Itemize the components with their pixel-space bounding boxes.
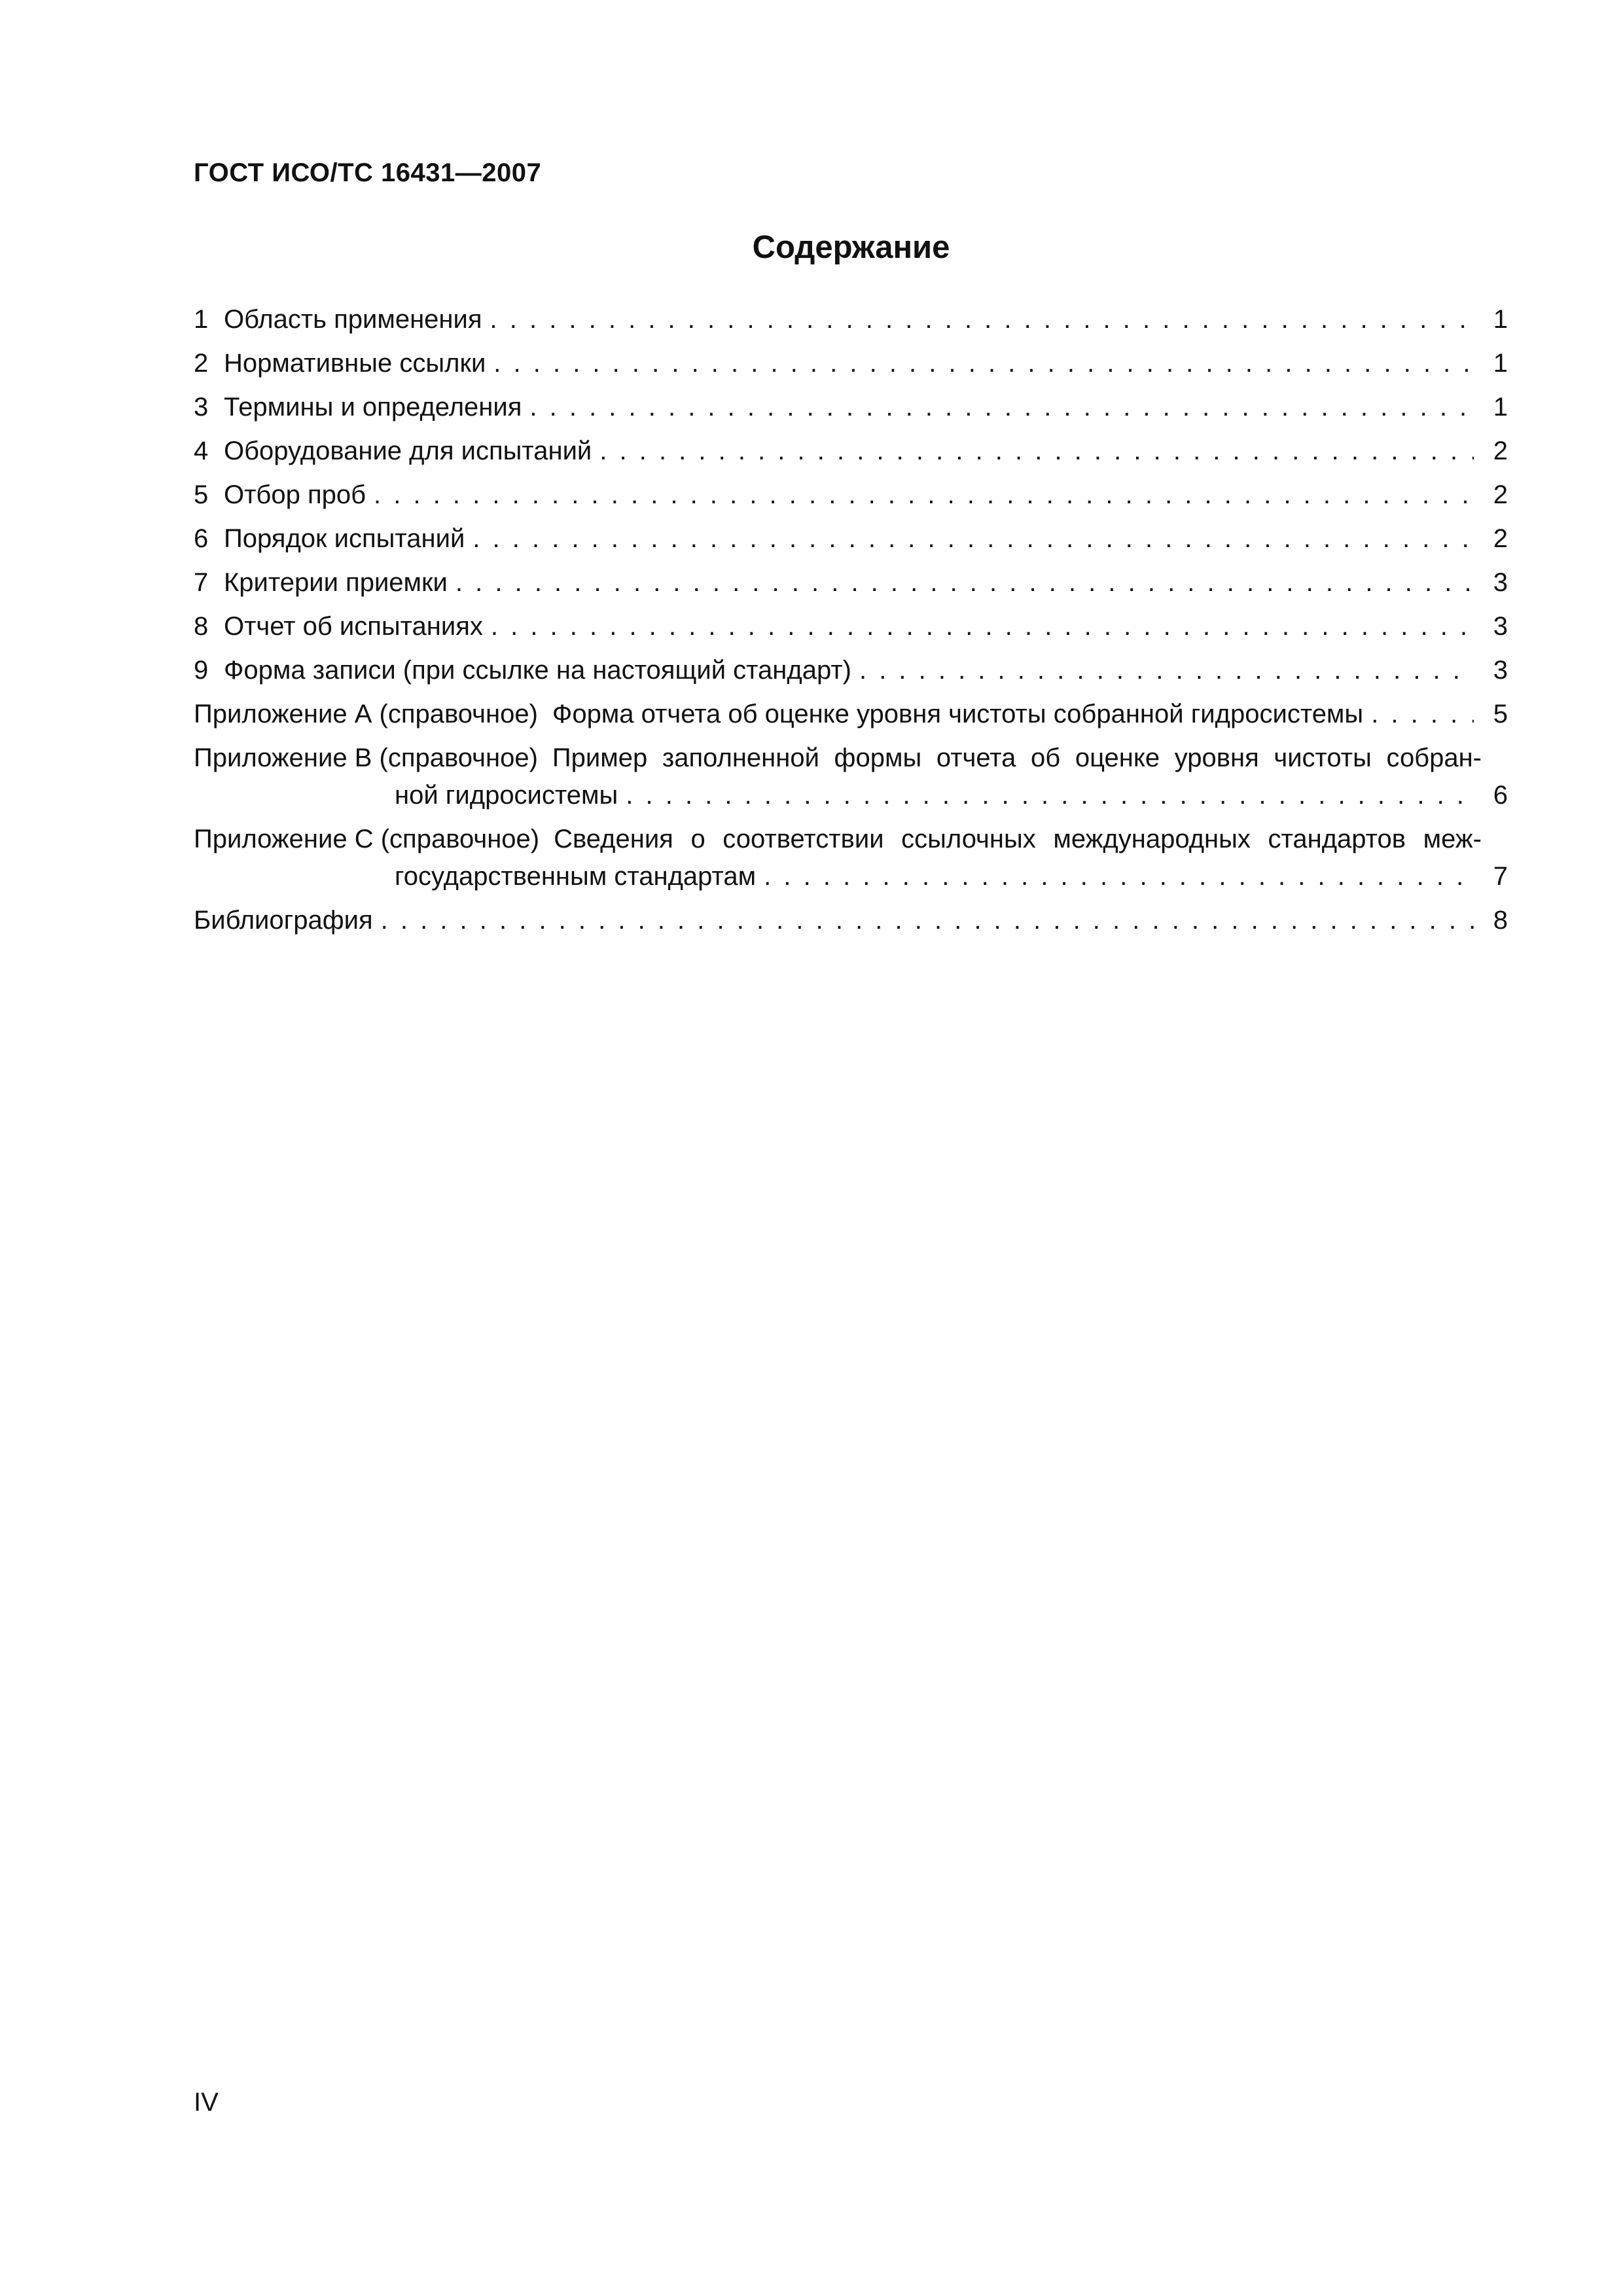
toc-appendix-c[interactable] [194,817,1508,899]
toc-entry-page: 1 [1493,393,1508,422]
toc-entry-page: 3 [1493,568,1508,597]
dot-leader [859,649,1474,692]
toc-entry-7[interactable] [194,561,1508,605]
dot-leader [529,386,1474,429]
toc-entry-label: Отчет об испытаниях [224,612,483,641]
appendix-title-continued: ной гидросистемы [395,781,618,810]
toc-entry-page: 3 [1493,656,1508,685]
toc-entry-page: 3 [1493,612,1508,641]
document-id-header: ГОСТ ИСО/ТС 16431—2007 [194,158,542,187]
toc-entry-number: 5 [194,480,209,509]
dot-leader [1371,692,1474,736]
dot-leader [490,298,1474,342]
toc-entry-9[interactable] [194,649,1508,692]
dot-leader [493,342,1474,386]
appendix-title: Пример заполненной формы отчета об оценке уровня чистоты собран- [552,744,1482,772]
appendix-title-continued: государственным стандартам [395,862,757,891]
toc-entry-label: Нормативные ссылки [224,349,486,378]
dot-leader [599,429,1474,473]
appendix-title: Сведения о соответствии ссылочных международных стандартов меж- [554,825,1482,853]
table-of-contents [194,298,1508,942]
toc-entry-number: 7 [194,568,209,597]
toc-entry-4[interactable] [194,429,1508,473]
toc-entry-label: Оборудование для испытаний [224,437,592,465]
toc-entry-label: Отбор проб [224,480,366,509]
toc-entry-page: 6 [1493,781,1508,810]
toc-entry-number: 3 [194,393,209,422]
toc-entry-number: 2 [194,349,209,378]
dot-leader [455,561,1474,605]
toc-entry-page: 2 [1493,480,1508,509]
toc-entry-number: 4 [194,437,209,465]
dot-leader [381,899,1474,942]
toc-entry-number: 8 [194,612,209,641]
toc-entry-6[interactable] [194,517,1508,561]
toc-entry-2[interactable] [194,342,1508,386]
dot-leader [374,473,1474,517]
toc-entry-number: 9 [194,656,209,685]
bibliography-label: Библиография [194,906,373,935]
toc-entry-3[interactable] [194,386,1508,429]
page-number: IV [194,2088,219,2117]
toc-entry-label: Термины и определения [224,393,522,422]
toc-entry-page: 8 [1493,906,1508,935]
toc-entry-page: 2 [1493,437,1508,465]
toc-appendix-b[interactable] [194,736,1508,817]
toc-title: Содержание [752,230,950,265]
dot-leader [626,774,1474,817]
toc-entry-label: Критерии приемки [224,568,448,597]
toc-entry-5[interactable] [194,473,1508,517]
toc-bibliography[interactable] [194,899,1508,942]
toc-appendix-a[interactable] [194,692,1508,736]
toc-entry-1[interactable] [194,298,1508,342]
toc-entry-page: 1 [1493,349,1508,378]
toc-entry-8[interactable] [194,605,1508,649]
dot-leader [473,517,1474,561]
toc-entry-page: 7 [1493,862,1508,891]
toc-entry-number: 6 [194,524,209,553]
toc-entry-number: 1 [194,305,209,334]
appendix-title: Форма отчета об оценке уровня чистоты собранной гидросистемы [552,700,1364,728]
toc-entry-page: 5 [1493,700,1508,728]
toc-entry-label: Форма записи (при ссылке на настоящий стандарт) [224,656,851,685]
dot-leader [764,855,1474,899]
dot-leader [491,605,1474,649]
appendix-prefix: Приложение С (справочное) [194,825,540,853]
toc-entry-label: Область применения [224,305,482,334]
toc-entry-page: 2 [1493,524,1508,553]
appendix-prefix: Приложение А (справочное) [194,700,538,728]
appendix-prefix: Приложение В (справочное) [194,744,538,772]
toc-entry-page: 1 [1493,305,1508,334]
toc-entry-label: Порядок испытаний [224,524,465,553]
